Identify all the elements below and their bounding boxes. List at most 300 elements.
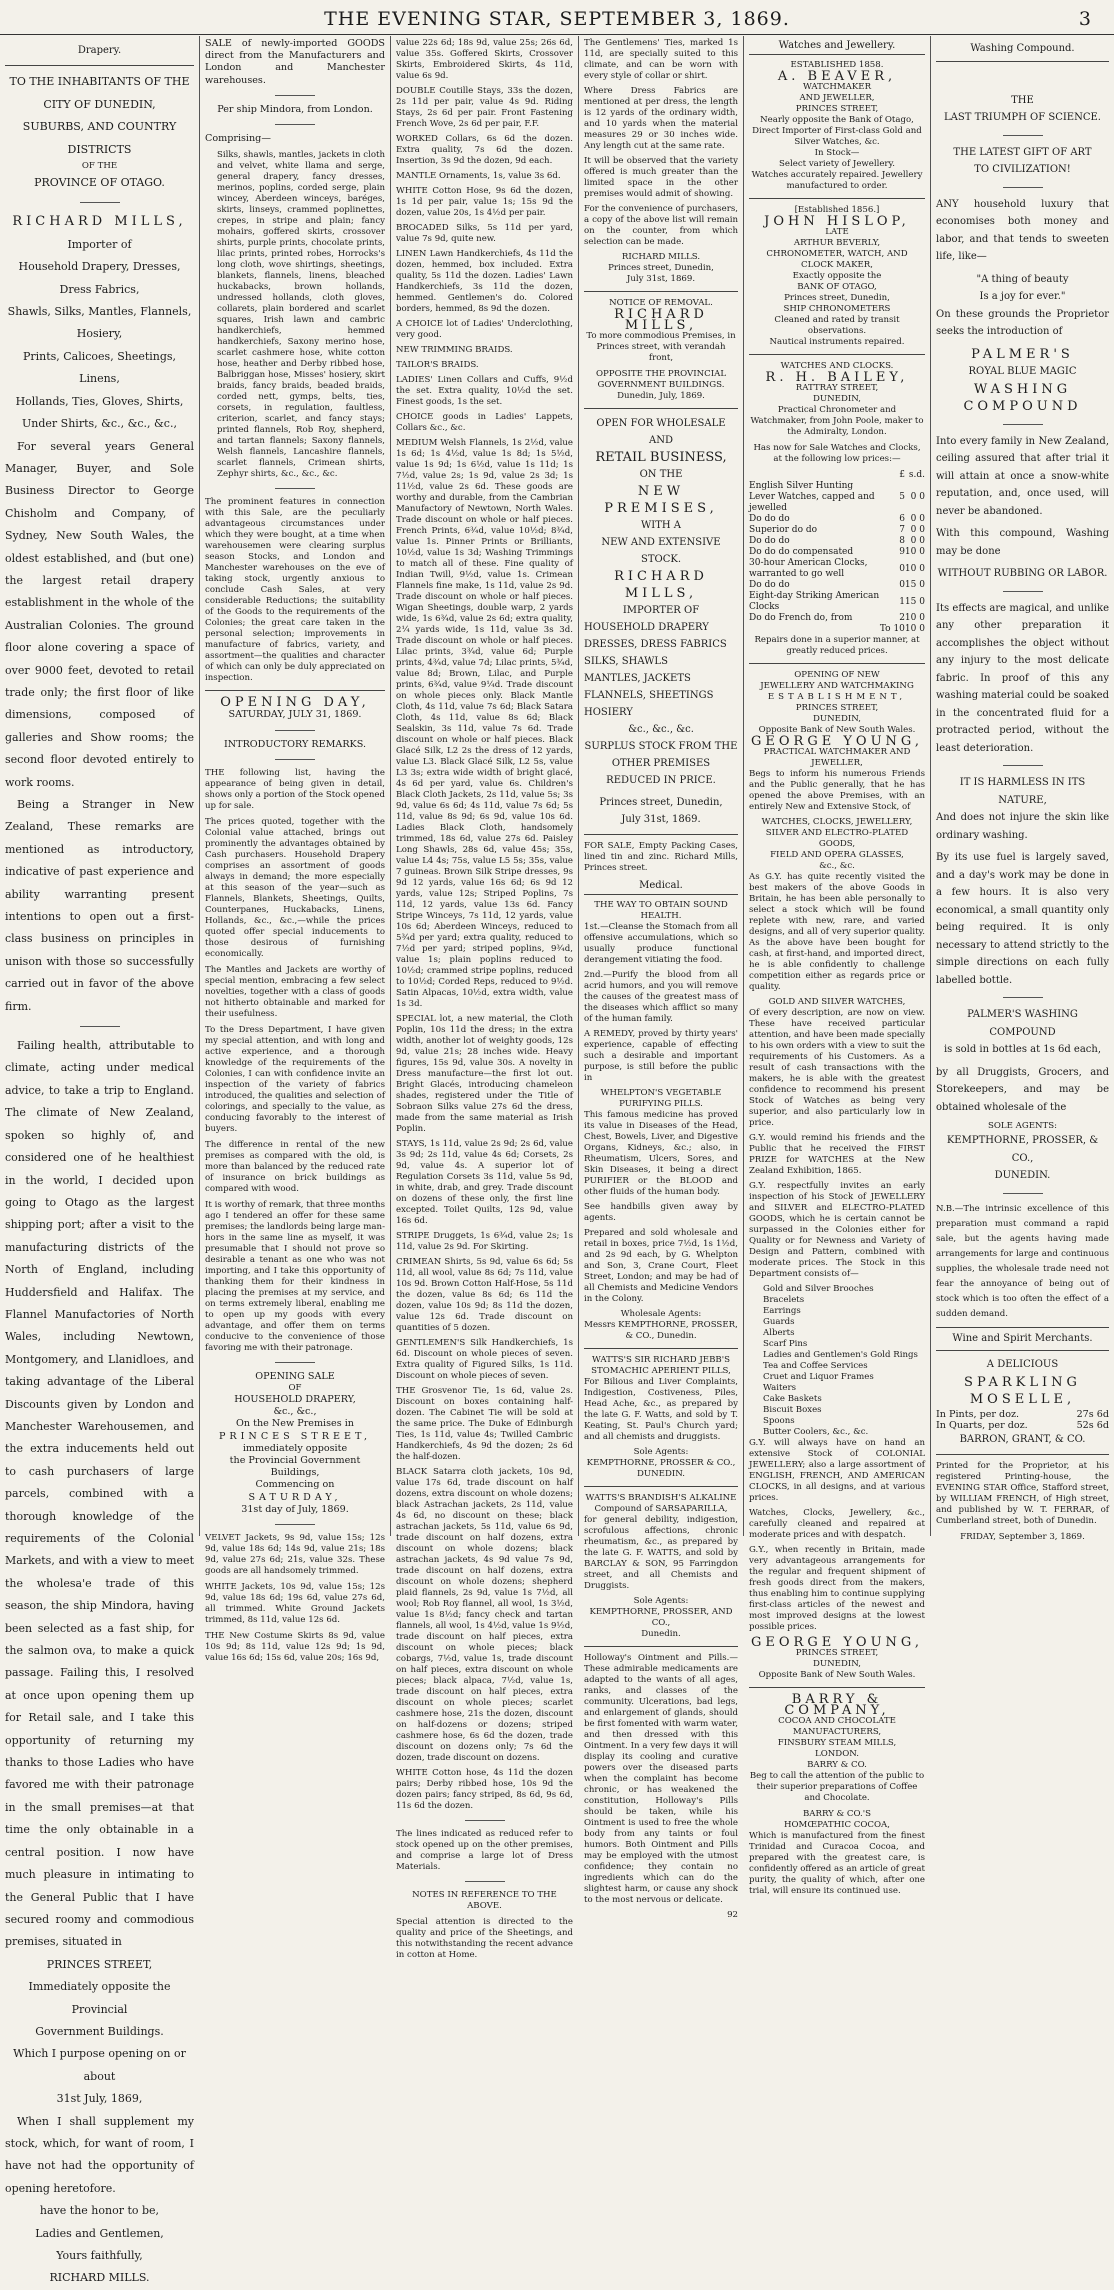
body-paragraph: To the Dress Department, I have given my special attention, and with long and active experience, and a thorough knowledge of the requirements of the Colonies, I can with confidence invite an inspection of the variety of fabrics introduced, the qualities and selection of colorings, and specially to the value, as conducing favorably to the interest of buyers. bbox=[205, 1024, 385, 1134]
price-row bbox=[749, 547, 925, 558]
ad-line: PRINCES STREET, bbox=[795, 1648, 879, 1658]
ad-line: Repairs done in a superior manner, at greatly reduced prices. bbox=[754, 635, 920, 656]
body-paragraph: As G.Y. has quite recently visited the best makers of the above Goods in Britain, he has been able personally to select a stock which will be found replete with new, rare, and varied designs, and all of very superior quality. As the above have been bought for cash, at first-hand, and imported direct, he is able confidently to challenge competition either as regards price or quality. bbox=[749, 872, 925, 992]
price-table-header bbox=[749, 470, 925, 481]
signature-line: RICHARD MILLS. bbox=[621, 252, 701, 262]
signature-line: Ladies and Gentlemen, bbox=[35, 2226, 164, 2240]
price-item: THE New Costume Skirts 8s 9d, value 10s 9d; 8s 11d, value 12s 9d; 1s 9d, value 16s 6d; 15s 6d, value 20s; 16s 9d, bbox=[205, 1631, 385, 1664]
ad-line: SILVER AND ELECTRO-PLATED GOODS, bbox=[765, 828, 909, 849]
ad-line: THE LATEST GIFT OF ART bbox=[953, 146, 1092, 158]
signature-line: Yours faithfully, bbox=[56, 2249, 143, 2262]
ad-line: OPENING OF NEW bbox=[794, 670, 880, 680]
ad-line: Has now for Sale Watches and Clocks, at the following low prices:— bbox=[753, 443, 921, 464]
divider bbox=[275, 488, 315, 489]
imprint-date: FRIDAY, September 3, 1869. bbox=[960, 1532, 1085, 1542]
for-sale-notice: FOR SALE, Empty Packing Cases, lined tin and zinc. Richard Mills, Princes street. bbox=[584, 841, 738, 873]
ad-line: Watches accurately repaired. Jewellery manufactured to order. bbox=[751, 170, 923, 191]
ad-line: WATCHES, CLOCKS, JEWELLERY, bbox=[761, 817, 913, 827]
agents-line: KEMPTHORNE, PROSSER, & CO., bbox=[946, 1135, 1099, 1164]
body-paragraph: This famous medicine has proved its value in Diseases of the Head, Chest, Bowels, Liver, and Digestive Organs, Kidneys, &c.; also, in Rheumatism, Ulcers, Sores, and Skin Diseases, it being a direct PURIFIER or the BLOOD and other fluids of the human body. bbox=[584, 1110, 738, 1197]
body-paragraph: THE following list, having the appearance of being given in detail, shows only a portion of the Stock opened up for sale. bbox=[205, 767, 385, 811]
ad-line: In Stock— bbox=[814, 148, 860, 158]
ad-line: RICHARD MILLS, bbox=[614, 569, 708, 601]
agents-line: KEMPTHORNE, PROSSER, AND CO., bbox=[589, 1607, 733, 1628]
list-item: Ladies and Gentlemen's Gold Rings bbox=[763, 1350, 918, 1360]
ad-line: LATE bbox=[825, 227, 849, 237]
ad-line: SHIP CHRONOMETERS bbox=[783, 304, 891, 314]
price-item: A CHOICE lot of Ladies' Underclothing, very good. bbox=[396, 319, 573, 340]
ad-line: FLANNELS, SHEETINGS bbox=[584, 690, 714, 701]
price-row bbox=[936, 1409, 1109, 1420]
address-line: CITY OF DUNEDIN, bbox=[43, 97, 156, 111]
price-item: WORKED Collars, 6s 6d the dozen. Extra quality, 7s 6d the dozen. Insertion, 3s 9d the dozen, 9d each. bbox=[396, 134, 573, 166]
ad-line: CHRONOMETER, WATCH, AND CLOCK MAKER, bbox=[766, 249, 908, 270]
price-row bbox=[749, 591, 925, 613]
product-name: ROYAL BLUE MAGIC bbox=[968, 366, 1077, 377]
ad-line: Practical Chronometer and Watchmaker, from John Poole, maker to the Admiralty, London. bbox=[750, 405, 924, 437]
divider bbox=[749, 198, 925, 199]
sale-line: &c., &c., bbox=[273, 1406, 317, 1418]
price-item: THE Grosvenor Tie, 1s 6d, value 2s. Discount on boxes containing half-dozen. The Cabinet Tie will be sold at the same price. The Duke of Edinburgh Ties, 1s 11d, value 4s; Twilled Cambric Handkerchiefs, 4s 9d the dozen; 2s 6d the half-dozen. bbox=[396, 1386, 573, 1462]
divider bbox=[584, 408, 738, 409]
divider bbox=[465, 1881, 505, 1882]
ware-line: Prints, Calicoes, Sheetings, Linens, bbox=[22, 349, 177, 386]
product-name: PALMER'S bbox=[971, 346, 1074, 362]
agents-line: Dunedin. bbox=[641, 1629, 681, 1639]
notice-heading: WATCHES AND CLOCKS. bbox=[780, 361, 894, 371]
location-line: Which I purpose opening on or about bbox=[13, 2047, 186, 2083]
divider bbox=[1003, 135, 1043, 136]
advertiser-name: JOHN HISLOP, bbox=[764, 214, 910, 229]
opening-date: SATURDAY, JULY 31, 1869. bbox=[228, 709, 362, 721]
price-item: MEDIUM Welsh Flannels, 1s 2½d, value 1s 6d; 1s 4½d, value 1s 8d; 1s 5½d, value 1s 9d; 1s 6½d, value 1s 11d; 1s 7½d, value 2s; 1s 9d, value 2s 3d; 1s 11½d, value 2s 6d. These goods are worthy and durable, from the Cambrian Manufactory of Newtown, North Wales. Trade discount on whole or half pieces. French Prints, 6¾d, value 10½d; 8¾d, value 1s. Pinner Prints or Brilliants, 10½d, value 1s 3d; Washing Trimmings to match all of these. Fine quality of Indian Twill, 9½d, value 1s. Crimean Flannels fine make, 1s 11d, value 2s 9d. Trade discount on whole or half pieces. Wigan Sheetings, double warp, 2 yards wide, 1s 6¾d, value 2s 6d; extra quality, 2¼ yards wide, 1s 11d, value 3s 3d. Trade discount on whole or half pieces. Lilac prints, 3¾d, value 6d; Purple prints, 4¾d, value 7d; Lilac prints, 5¾d, value 8d; Brown, Lilac, and Purple prints, 6¾d, value 9¼d. Trade discount on whole pieces only. Black Mantle Cloth, 4s 11d, value 7s 6d; Black Satara Cloth, 4s 11d, value 8s 6d; Black Sealskin, 3s 11d, value 7s 6d. Trade discount on whole or half pieces. Black Glacé Silk, L2 2s the dress of 12 yards, value L3. Black Glacé Silk, L2 5s, value L3 3s; extra wide width of bright glacé, 4s 6d per yard, value 6s. Children's Black Cloth Jackets, 2s 11d, value 5s; 3s 9d, value 6s 6d; 4s 11d, value 7s 6d; 5s 11d, value 8s 9d; 6s 9d, value 10s 6d. Ladies Black Cloth, handsomely trimmed, 18s 6d, value 27s 6d. Paisley Long Shawls, 28s 6d, value 45s; 35s, value L4 4s; 75s, value L5 5s; 35s, value 7 guineas. Brown Silk Stripe dresses, 9s 9d 12 yards, value 16s 6d; 6s 9d 12 yards, value 12s; Striped Poplins, 7s 11d, 12 yards, value 13s 6d. Fancy Stripe Winceys, 7s 11d, 12 yards, value 10s 6d; Aberdeen Winceys, reduced to 5¾d per yard; extra quality, reduced to 7½d per yard; striped poplins, 9¾d, value 1s; plain poplins reduced to 10½d; crammed stripe poplins, reduced to 10½d; Corded Reps, reduced to 9½d. Satin Alpacas, 10½d, extra width, value 1s 3d. bbox=[396, 438, 573, 1009]
price-item: value 22s 6d; 18s 9d, value 25s; 26s 6d, value 35s. Goffered Skirts, Crossover Skirts, Embroidered Skirts, 4s 11d, value 6s 9d. bbox=[396, 38, 573, 81]
body-paragraph: Failing health, attributable to climate, acting under medical advice, to take a trip to England. The climate of New Zealand, spoken so highly of, and considered one of he healthiest in the world, I decided upon going to Otago as the largest shipping port; after a visit to the manufacturing districts of the North of England, including Huddersfield and Halifax. The Flannel Manufactories of North Wales, including Newtown, Montgomery, and Llanidloes, and taking advantage of the Liberal Discounts given by London and Manchester Warehousemen, and the extra inducements held out to cash purchasers of large parcels, combined with a thorough knowledge of the requirements of the Colonial Markets, and with a view to meet the wholesa'e trade of this season, the ship Mindora, having been selected as a fast ship, for the salmon ova, to make a quick passage. Failing this, I resolved at once upon opening them up for Retail sale, and I take this opportunity of returning my thanks to those Ladies who have favored me with their patronage in the small premises—at that time the only obtainable in a central position. I now have much pleasure in intimating to the General Public that I have secured roomy and commodious premises, situated in bbox=[5, 1039, 194, 1949]
quote-line: "A thing of beauty bbox=[976, 273, 1069, 285]
price-pounds: 0 bbox=[899, 580, 905, 590]
body-paragraph: G.Y. would remind his friends and the Public that he received the FIRST PRIZE for WATCHES at the New Zealand Exhibition, 1865. bbox=[749, 1133, 925, 1176]
emphasis-line: NATURE, bbox=[998, 794, 1047, 806]
open-for-business-ad bbox=[584, 415, 738, 828]
section-heading: Drapery. bbox=[5, 38, 194, 66]
column-notices-medical bbox=[579, 38, 743, 1920]
signature-line: RICHARD MILLS. bbox=[49, 2271, 150, 2285]
ad-line: Nautical instruments repaired. bbox=[769, 337, 905, 347]
body-paragraph: The lines indicated as reduced refer to stock opened up on the other premises, and comprise a large lot of Dress Materials. bbox=[396, 1829, 573, 1872]
ad-line: COCOA AND CHOCOLATE MANUFACTURERS, bbox=[778, 1716, 896, 1737]
ad-line: TO CIVILIZATION! bbox=[974, 164, 1071, 175]
price-header-cell: s. bbox=[908, 470, 917, 480]
page-number: 3 bbox=[1078, 8, 1092, 30]
price-item: CHOICE goods in Ladies' Lappets, Collars &c., &c. bbox=[396, 412, 573, 433]
ad-line: HOSIERY bbox=[584, 707, 633, 718]
price-shillings: 10 bbox=[904, 613, 917, 623]
divider bbox=[936, 1454, 1109, 1455]
divider bbox=[749, 1687, 925, 1688]
body-paragraph: 2nd.—Purify the blood from all acrid humors, and you will remove the causes of the greatest mass of the diseases which afflict so many of the human family. bbox=[584, 970, 738, 1024]
location-line: Immediately opposite the Provincial bbox=[28, 1980, 171, 2016]
ad-line: ON THE bbox=[639, 469, 683, 480]
price-desc: Superior do do bbox=[749, 525, 818, 535]
list-item: Cruet and Liquor Frames bbox=[763, 1372, 874, 1382]
agents-line: Sole Agents: bbox=[633, 1596, 689, 1606]
ad-line: &c., &c., &c. bbox=[628, 724, 694, 735]
body-paragraph: With this compound, Washing may be done bbox=[936, 528, 1109, 557]
body-paragraph: ANY household luxury that economises both money and labor, and that tends to sweeten life, like— bbox=[936, 198, 1109, 262]
price-item: GENTLEMEN'S Silk Handkerchiefs, 1s 6d. Discount on whole pieces of seven. Extra quality of Figured Silks, 1s 11d. Discount on whole pieces of seven. bbox=[396, 1338, 573, 1381]
ad-line: NEW PREMISES, bbox=[604, 484, 718, 516]
sale-line: SATURDAY, bbox=[248, 1491, 342, 1503]
body-paragraph: On these grounds the Proprietor seeks the introduction of bbox=[936, 308, 1109, 337]
price-pence: 0 bbox=[919, 563, 925, 574]
goods-list: Silks, shawls, mantles, jackets in cloth and velvet, white llama and serge, general drapery, fancy dresses, merinos, poplins, corded serge, plain wincey, Aberdeen winceys, baréges, skirts, linseys, crammed poplinettes, crepes, in stripe and plain; fancy mohairs, goffered skirts, crossover shirts, purple prints, chocolate prints, lilac prints, printed robes, Horrocks's long cloth, wove shirtings, sheetings, blankets, flannels, linens, bleached huckabacks, brown hollands, undressed hollands, cloth gloves, collarets, plain bordered and scarlet squares, Irish lawn and cambric handkerchiefs, hemmed handkerchiefs, Saxony merino hose, scarlet cashmere hose, white cotton hose, heather and Derby ribbed hose, Balbriggan hose, Misses' hosiery, skirt braids, fancy braids, beaded braids, corded nett, gymps, belts, ties, corsets, in regulation, faultless, criterion, scarlet, and fancy stays; printed flannels, Rob Roy, shepherd, and tartan flannels; Saxony flannels, Welsh flannels, Lancashire flannels, scarlet flannels, Crimean shirts, Zephyr shirts, &c., &c., &c. bbox=[217, 150, 385, 480]
list-item: Gold and Silver Brooches bbox=[763, 1284, 874, 1294]
agents-line: Sole Agents: bbox=[633, 1447, 689, 1457]
advertiser-name: RICHARD MILLS, bbox=[614, 307, 708, 333]
price-row bbox=[749, 624, 925, 635]
divider bbox=[1003, 1193, 1043, 1194]
ad-line: Opposite Bank of New South Wales. bbox=[758, 1670, 916, 1680]
stock-list bbox=[749, 1284, 925, 1438]
ad-line: JEWELLERY AND WATCHMAKING bbox=[760, 681, 914, 691]
ad-line: WITH A bbox=[640, 520, 682, 531]
column-watches bbox=[744, 38, 930, 1896]
body-paragraph: Being a Stranger in New Zealand, These remarks are mentioned as introductory, indicative of past experience and ability warranting present intentions to open out a first-class business on principles in unison with those so successfully carried out in favor of the above firm. bbox=[5, 798, 194, 1013]
ad-line: BANK OF OTAGO, bbox=[797, 282, 877, 292]
agents-line: DUNEDIN. bbox=[994, 1170, 1051, 1181]
price-desc: Do do do bbox=[749, 536, 790, 546]
location-line: Government Buildings. bbox=[35, 2024, 164, 2038]
section-heading: Watches and Jewellery. bbox=[749, 38, 925, 55]
price-item: WHITE Cotton hose, 4s 11d the dozen pairs; Derby ribbed hose, 10s 9d the dozen pairs; fancy striped, 8s 6d, 9s 6d, 11s 6d the dozen. bbox=[396, 1768, 573, 1811]
notice-heading: NOTICE OF REMOVAL. bbox=[609, 298, 713, 308]
date-line: July 31st, 1869. bbox=[621, 814, 701, 825]
body-paragraph: And does not injure the skin like ordinary washing. bbox=[936, 812, 1109, 841]
introductory-heading: INTRODUCTORY REMARKS. bbox=[223, 738, 366, 750]
imprint: Printed for the Proprietor, at his registered Printing-house, the EVENING STAR Office, Stafford street, by WILLIAM FRENCH, of High street, and published by W. T. FERRAR, of Cumberland street, both of Dunedin. bbox=[936, 1461, 1109, 1526]
price-desc: In Pints, per doz. bbox=[936, 1408, 1020, 1420]
divider bbox=[205, 690, 385, 691]
divider bbox=[1003, 591, 1043, 592]
sale-line: the Provincial Government Buildings, bbox=[229, 1455, 361, 1479]
list-item: Bracelets bbox=[763, 1295, 805, 1305]
agents-line: SOLE AGENTS: bbox=[987, 1121, 1058, 1131]
ad-line: ARTHUR BEVERLY, bbox=[793, 238, 881, 248]
notes-heading: NOTES IN REFERENCE TO THE ABOVE. bbox=[412, 1890, 557, 1911]
list-item: Waiters bbox=[763, 1383, 797, 1393]
date-line: Princes street, Dunedin, bbox=[599, 797, 723, 808]
divider bbox=[749, 663, 925, 664]
advertiser-name: RICHARD MILLS, bbox=[12, 214, 187, 230]
body-paragraph: Special attention is directed to the quality and price of the Sheetings, and this notwithstanding the recent advance in cotton at Home. bbox=[396, 1917, 573, 1960]
sale-line: 31st day of July, 1869. bbox=[241, 1503, 349, 1515]
price-desc: English Silver Hunting Lever Watches, capped and jewelled bbox=[749, 481, 875, 513]
divider bbox=[1003, 997, 1043, 998]
comprising-label: Comprising— bbox=[205, 133, 271, 145]
ware-line: Shawls, Silks, Mantles, Flannels, Hosiery, bbox=[7, 305, 192, 341]
advertiser-name: BARRY & COMPANY, bbox=[784, 1692, 890, 1718]
divider bbox=[1003, 765, 1043, 766]
price-item: STRIPE Druggets, 1s 6¾d, value 2s; 1s 11d, value 2s 9d. For Skirting. bbox=[396, 1231, 573, 1252]
body-paragraph: is sold in bottles at 1s 6d each, bbox=[943, 1044, 1102, 1055]
body-paragraph: G.Y. respectfully invites an early inspection of his Stock of JEWELLERY and SILVER and ELECTRO-PLATED GOODS, which he is certain cannot be surpassed in the Colonies either for Quality or for Newness and Variety of Design and Pattern, combined with moderate prices. The Stock in this Department consists of— bbox=[749, 1181, 925, 1279]
price-item: MANTLE Ornaments, 1s, value 3s 6d. bbox=[396, 171, 561, 181]
divider bbox=[584, 834, 738, 835]
product-name: SPARKLING MOSELLE, bbox=[964, 1374, 1081, 1407]
price-desc: Do do do bbox=[749, 514, 790, 524]
product-name: WATTS'S BRANDISH'S ALKALINE Compound of SARSAPARILLA, bbox=[585, 1493, 737, 1514]
ad-line: ESTABLISHMENT, bbox=[767, 692, 907, 702]
ad-line: Select variety of Jewellery. bbox=[779, 159, 895, 169]
ad-line: Cleaned and rated by transit observations. bbox=[774, 315, 900, 336]
price-row bbox=[749, 613, 925, 624]
sale-line: Commencing on bbox=[255, 1479, 335, 1491]
divider bbox=[1003, 424, 1043, 425]
body-paragraph: It is worthy of remark, that three months ago I tendered an offer for these same premises; the landlords being large man-hors in the same line as myself, it was presumable that I should not prove so desirable a tenant as one who was not importing, and I take this opportunity of thanking them for their kindness in placing the premises at my service, and on terms extremely liberal, enabling me to open up my goods with every advantage, and offer them on terms conducive to the convenience of those favoring me with their patronage. bbox=[205, 1199, 385, 1353]
divider bbox=[275, 1362, 315, 1363]
sale-line: OF bbox=[288, 1383, 302, 1394]
price-item: WHITE Jackets, 10s 9d, value 15s; 12s 9d, value 18s 6d; 19s 6d, value 27s 6d, all trimmed. White Ground Jackets trimmed, 8s 11d, value 12s 6d. bbox=[205, 1582, 385, 1626]
section-heading: Wine and Spirit Merchants. bbox=[936, 1327, 1109, 1352]
price-pence: 0 bbox=[919, 492, 925, 502]
ad-line: Direct Importer of First-class Gold and Silver Watches, &c. bbox=[752, 126, 922, 147]
divider bbox=[275, 124, 315, 125]
divider bbox=[275, 730, 315, 731]
body-paragraph: by all Druggists, Grocers, and Storekeepers, and may be obtained wholesale of the bbox=[936, 1066, 1109, 1113]
divider bbox=[1003, 187, 1043, 188]
price-row bbox=[749, 481, 925, 514]
address-line: SUBURBS, AND COUNTRY DISTRICTS bbox=[22, 120, 177, 156]
agents-line: KEMPTHORNE, PROSSER & CO., bbox=[586, 1458, 736, 1468]
column-price-list bbox=[391, 38, 578, 1960]
ad-line: Princes street, Dunedin, bbox=[784, 293, 890, 303]
product-name: WATTS'S SIR RICHARD JEBB'S STOMACHIC APERIENT PILLS, bbox=[591, 1355, 731, 1376]
price-item: LADIES' Linen Collars and Cuffs, 9½d the set. Extra quality, 10½d the set. Finest goods, 1s the set. bbox=[396, 375, 573, 407]
address-line: PROVINCE OF OTAGO. bbox=[34, 176, 165, 190]
price-pence: 0 bbox=[919, 525, 925, 535]
body-paragraph: See handbills given away by agents. bbox=[584, 1202, 738, 1223]
location-line: 31st July, 1869, bbox=[56, 2092, 143, 2106]
notice-line: OPPOSITE THE PROVINCIAL bbox=[595, 369, 727, 379]
est-line: [Established 1856.] bbox=[794, 205, 880, 215]
price-item: STAYS, 1s 11d, value 2s 9d; 2s 6d, value 3s 9d; 2s 11d, value 4s 6d; Corsets, 2s 9d, value 4s. A superior lot of Regulation Corsets 3s 11d, value 5s 9d, in white, drab, and grey. Trade discount on dozens of these only, the first line excepted. Toilet Quilts, 12s 9d, value 16s 6d. bbox=[396, 1139, 573, 1226]
list-item: Cake Baskets bbox=[763, 1394, 822, 1404]
price-shillings: 15 bbox=[904, 580, 917, 590]
divider bbox=[275, 1524, 315, 1525]
advertiser-name: GEORGE YOUNG, bbox=[751, 1635, 923, 1650]
price-item: LINEN Lawn Handkerchiefs, 4s 11d the dozen, hemmed, box included. Extra quality, 5s 11d the dozen. Ladies' Lawn Handkerchiefs, 3s 11d the dozen, hemmed. Gentlemen's do. Colored borders, hemmed, 8s 9d the dozen. bbox=[396, 249, 573, 314]
sale-line: HOUSEHOLD DRAPERY, bbox=[234, 1394, 356, 1406]
advertiser-name: A. BEAVER, bbox=[777, 69, 897, 84]
price-item: VELVET Jackets, 9s 9d, value 15s; 12s 9d, value 18s 6d; 14s 9d, value 21s; 18s 9d, value 27s 6d; 21s, value 32s. These goods are all handsomely trimmed. bbox=[205, 1533, 385, 1577]
advertiser-name: R. H. BAILEY, bbox=[765, 370, 909, 385]
notice-heading: THE WAY TO OBTAIN SOUND HEALTH. bbox=[594, 900, 728, 921]
ad-line: Nearly opposite the Bank of Otago, bbox=[760, 115, 914, 125]
list-item: Tea and Coffee Services bbox=[763, 1361, 868, 1371]
price-pounds: 7 bbox=[899, 525, 905, 535]
price-pence: 0 bbox=[919, 596, 925, 607]
price-shillings: 0 bbox=[910, 536, 917, 546]
divider bbox=[584, 1348, 738, 1349]
body-paragraph: When I shall supplement my stock, which, for want of room, I have not had the opportunity of opening heretofore. bbox=[5, 2114, 194, 2195]
price-pence: 0 bbox=[919, 613, 925, 623]
address-line: TO THE INHABITANTS OF THE bbox=[9, 75, 190, 89]
price-header-cell: d. bbox=[916, 470, 925, 480]
body-paragraph: N.B.—The intrinsic excellence of this preparation must command a rapid sale, but the agents having made arrangements for large and continuous supplies, the wholesale trade need not fear the annoyance of being out of stock which is too often the effect of a sudden demand. bbox=[936, 1203, 1109, 1319]
ad-line: PRINCES STREET, bbox=[795, 703, 879, 713]
section-heading: Washing Compound. bbox=[936, 38, 1109, 62]
price-desc: Do do French do, from bbox=[749, 613, 853, 623]
price-shillings: 0 bbox=[910, 525, 917, 535]
body-paragraph: The difference in rental of the new premises as compared with the old, is more than balanced by the reduced rate of insurance on brick buildings as compared with wood. bbox=[205, 1139, 385, 1194]
emphasis-line: PALMER'S WASHING COMPOUND bbox=[967, 1009, 1078, 1038]
price-pence: 0 bbox=[919, 580, 925, 590]
ad-line: DUNEDIN, bbox=[813, 714, 861, 724]
price-item: BLACK Satarra cloth jackets, 10s 9d, value 17s 6d, trade discount on half dozens, extra discount on whole dozens; black Astrachan jackets, 2s 11d, value 4s 6d, no discount on these; black astrachan jackets, 5s 11d, value 6s 9d, trade discount on half dozens, extra discount on whole dozens; black astrachan jackets, 4s 9d value 7s 9d, trade discount on half dozens, extra discount on whole dozens; shepherd plaid flannels, 2s 9d, value 1s 7½d, all wool; Rob Roy flannel, all wool, 1s 3½d, value 1s 8½d; fancy check and tartan flannels, all wool, 1s 4½d, value 1s 9½d, trade discount on half pieces, extra discount on whole pieces; black cobargs, 7½d, value 1s, trade discount on half pieces, extra discount on whole pieces; black alpaca, 7½d, value 1s, trade discount on half pieces, extra discount on whole pieces; scarlet cashmere hose, 21s the dozen, discount on half-dozens or dozens; striped cashmere hose, 6s 6d the dozen, trade discount on dozens only; 7s 6d the dozen, trade discount on dozens. bbox=[396, 1467, 573, 1763]
list-item: Earrings bbox=[763, 1306, 801, 1316]
ware-line: Hollands, Ties, Gloves, Shirts, bbox=[15, 394, 184, 408]
column-washing-compound bbox=[931, 38, 1114, 1542]
body-paragraph: For the convenience of purchasers, a copy of the above list will remain on the counter, from which selection can be made. bbox=[584, 204, 738, 247]
advertiser-name: GEORGE YOUNG, bbox=[751, 734, 923, 749]
signature-line: July 31st, 1869. bbox=[626, 274, 696, 284]
price-shillings: 10 bbox=[904, 563, 917, 574]
column-sale-notice bbox=[200, 38, 390, 1664]
price-pounds: 0 bbox=[899, 563, 905, 574]
ad-line: THE bbox=[1011, 94, 1034, 106]
price-item: NEW TRIMMING BRAIDS. bbox=[396, 345, 513, 355]
ad-line: NEW AND EXTENSIVE STOCK. bbox=[601, 537, 721, 565]
price-pounds: 6 bbox=[899, 514, 905, 524]
price-item: SPECIAL lot, a new material, the Cloth Poplin, 10s 11d the dress; in the extra width, another lot of weighty goods, 12s 9d, value 21s; 28 inches wide. Heavy figures, 15s 9d, value 30s. A novelty in Dress manufacture—the first lot out. Bright Glacés, introducing chameleon shades, registered under the Title of Sobraon Silks value 27s 6d the dress, made from the same material as Irish Poplin. bbox=[396, 1014, 573, 1134]
ad-line: Beg to call the attention of the public to their superior preparations of Coffee and Chocolate. bbox=[749, 1771, 925, 1803]
quote-line: Is a joy for ever." bbox=[979, 291, 1066, 302]
ad-line: Opposite Bank of New South Wales. bbox=[758, 725, 916, 735]
price-desc: 30-hour American Clocks, warranted to go well bbox=[749, 558, 868, 579]
list-item: Biscuit Boxes bbox=[763, 1405, 822, 1415]
ad-line: LAST TRIUMPH OF SCIENCE. bbox=[944, 112, 1101, 123]
divider bbox=[584, 1646, 738, 1647]
ad-line: FIELD AND OPERA GLASSES, bbox=[770, 850, 904, 860]
price-row bbox=[749, 525, 925, 536]
product-name: WHELPTON'S VEGETABLE PURIFYING PILLS. bbox=[600, 1088, 722, 1109]
divider bbox=[749, 354, 925, 355]
ad-line: AND JEWELLER, bbox=[799, 93, 875, 103]
ad-line: RETAIL BUSINESS, bbox=[595, 450, 727, 465]
body-paragraph: G.Y. will always have on hand an extensive Stock of COLONIAL JEWELLERY; also a large assortment of ENGLISH, FRENCH, AND AMERICAN CLOCKS, in all designs, and at various prices. bbox=[749, 1438, 925, 1503]
emphasis-line: IT IS HARMLESS IN ITS bbox=[959, 777, 1086, 788]
ad-line: &c., &c. bbox=[819, 861, 855, 871]
sale-line: PRINCES STREET, bbox=[218, 1430, 372, 1442]
ad-line: BARRY & CO. bbox=[807, 1760, 867, 1770]
masthead-title: THE EVENING STAR, SEPTEMBER 3, 1869. bbox=[324, 8, 790, 30]
divider bbox=[275, 95, 315, 96]
emphasis-line: WITHOUT RUBBING OR LABOR. bbox=[937, 568, 1108, 579]
price-pounds: 5 bbox=[899, 492, 905, 502]
advertiser-name: BARRON, GRANT, & CO. bbox=[959, 1433, 1086, 1445]
price-table bbox=[749, 470, 925, 635]
ad-line: DRESSES, DRESS FABRICS bbox=[584, 639, 727, 650]
body-paragraph: Begs to inform his numerous Friends and the Public generally, that he has opened the above Premises, with an entirely New and Extensive Stock, of bbox=[749, 769, 925, 812]
body-paragraph: By its use fuel is largely saved, and a day's work may be done in a few hours. It is also very economical, a small quantity only being required. It is only necessary to attend strictly to the simple directions on each fully labelled bottle. bbox=[936, 852, 1109, 986]
price-shillings: 0 bbox=[910, 514, 917, 524]
price-desc bbox=[749, 624, 880, 635]
ad-line: DUNEDIN, bbox=[813, 394, 861, 404]
divider bbox=[80, 202, 120, 203]
ware-line: Under Shirts, &c., &c., &c., bbox=[22, 417, 177, 431]
price-desc: Do do do compensated bbox=[749, 547, 854, 557]
section-heading: Medical. bbox=[584, 878, 738, 895]
sale-line: On the New Premises in bbox=[236, 1418, 354, 1430]
price-pounds: 2 bbox=[899, 613, 905, 623]
body-paragraph: Holloway's Ointment and Pills.—These admirable medicaments are adapted to the wants of all ages, ranks, and classes of the community. Ulcerations, bad legs, and enlargement of glands, should be first fomented with warm water, and then dressed with this Ointment. In a very few days it will display its cooling and curative powers over the diseased parts when the complaint has become chronic, or has weakened the constitution, Holloway's Pills should be taken, while his Ointment is used to free the whole body from any taints or foul humors. Both Ointment and Pills may be employed with the utmost confidence; they contain no ingredients which can do the slightest harm, or cause any shock to the most nervous or delicate. bbox=[584, 1653, 738, 1905]
price-item: DOUBLE Coutille Stays, 33s the dozen, 2s 11d per pair, value 4s 9d. Riding Stays, 2s 6d per pair. Front Fastening French Wove, 2s 6d per pair, F.F. bbox=[396, 86, 573, 129]
price-pounds: 1 bbox=[899, 596, 905, 607]
ad-line: Exactly opposite the bbox=[792, 271, 882, 281]
price-pounds: To 10 bbox=[879, 624, 905, 634]
address-line: OF THE bbox=[81, 161, 118, 172]
opening-day-heading: OPENING DAY, bbox=[220, 695, 370, 711]
ad-line: GOLD AND SILVER WATCHES, bbox=[768, 997, 906, 1007]
divider bbox=[275, 759, 315, 760]
price-shillings: 10 bbox=[904, 547, 917, 557]
sale-line: OPENING SALE bbox=[255, 1370, 335, 1382]
ad-line: WATCHMAKER bbox=[802, 82, 872, 92]
price-row bbox=[749, 514, 925, 525]
folio-number: 92 bbox=[727, 1910, 738, 1920]
price-desc: Eight-day Striking American Clocks bbox=[749, 591, 880, 612]
ad-line: A DELICIOUS bbox=[986, 1359, 1059, 1370]
price-row bbox=[749, 536, 925, 547]
body-paragraph: Prepared and sold wholesale and retail in boxes, price 7½d, 1s 1½d, and 2s 9d each, by G. Whelpton and Son, 3, Crane Court, Fleet Street, London; and may be had of all Chemists and Medicine Vendors in the Colony. bbox=[584, 1228, 738, 1304]
ad-line: RATTRAY STREET, bbox=[795, 383, 879, 393]
body-paragraph: For Bilious and Liver Complaints, Indigestion, Costiveness, Piles, Head Ache, &c., as prepared by the late G. F. Watts, and sold by T. Keating, St. Paul's Church yard; and all chemists and druggists. bbox=[584, 1377, 738, 1442]
agents-line: Wholesale Agents: bbox=[620, 1309, 702, 1319]
agents-line: DUNEDIN. bbox=[637, 1469, 685, 1479]
list-item: Alberts bbox=[763, 1328, 795, 1338]
sale-intro: SALE of newly-imported GOODS direct from the Manufacturers and London and Manchester warehouses. bbox=[205, 38, 385, 86]
price-desc: In Quarts, per doz. bbox=[936, 1419, 1028, 1431]
price-header-cell bbox=[749, 470, 880, 481]
price-shillings: 10 bbox=[904, 624, 917, 634]
price-value: 52s 6d bbox=[1076, 1419, 1109, 1431]
ad-line: HOMŒPATHIC COCOA, bbox=[784, 1820, 890, 1830]
price-shillings: 15 bbox=[904, 596, 917, 607]
list-item: Spoons bbox=[763, 1416, 795, 1426]
price-desc: Do do do bbox=[749, 580, 790, 590]
divider bbox=[584, 1486, 738, 1487]
body-paragraph: The Gentlemens' Ties, marked 1s 11d, are specially suited to this climate, and can be worn with every style of collar or shirt. bbox=[584, 38, 738, 81]
price-header-cell: £ bbox=[899, 470, 905, 480]
est-line: ESTABLISHED 1858. bbox=[790, 60, 884, 70]
body-paragraph: Of every description, are now on view. These have received particular attention, and have been made specially to his own orders with a view to suit the requirements of his Customers. As a result of cash transactions with the makers, he is able with the greatest confidence to recommend his present Stock of Watches as being very superior, and also particularly low in price. bbox=[749, 1008, 925, 1128]
ad-line: PRINCES STREET, bbox=[795, 104, 879, 114]
price-pence: 0 bbox=[919, 547, 925, 557]
list-item: Guards bbox=[763, 1317, 795, 1327]
price-row bbox=[936, 1420, 1109, 1431]
price-item: WHITE Cotton Hose, 9s 6d the dozen, 1s 1d per pair, value 1s; 15s 9d the dozen, value 20s, 1s 4½d per pair. bbox=[396, 186, 573, 218]
divider bbox=[465, 1820, 505, 1821]
advertiser-title: Importer of bbox=[67, 237, 132, 251]
body-paragraph: For several years General Manager, Buyer, and Sole Business Director to George Chisholm and Company, of Sydney, New South Wales, the oldest established, and (but one) the largest retail drapery establishment in the whole of the Australian Colonies. The ground floor alone covering a space of over 9000 feet, devoted to retail trade only; the first floor of like dimensions, composed of galleries and Show rooms; the second floor devoted entirely to work rooms. bbox=[5, 439, 194, 789]
divider bbox=[584, 291, 738, 292]
ad-line: FINSBURY STEAM MILLS, bbox=[777, 1738, 897, 1748]
ware-line: Household Drapery, Dresses, Dress Fabrics, bbox=[18, 260, 181, 296]
signature-line: have the honor to be, bbox=[39, 2204, 160, 2218]
body-paragraph: 1st.—Cleanse the Stomach from all offensive accumulations, which so usually produce functional derangement vitiating the food. bbox=[584, 922, 738, 965]
ad-line: DUNEDIN, bbox=[813, 1659, 861, 1669]
price-item: BROCADED Silks, 5s 11d per yard, value 7s 9d, quite new. bbox=[396, 223, 573, 244]
